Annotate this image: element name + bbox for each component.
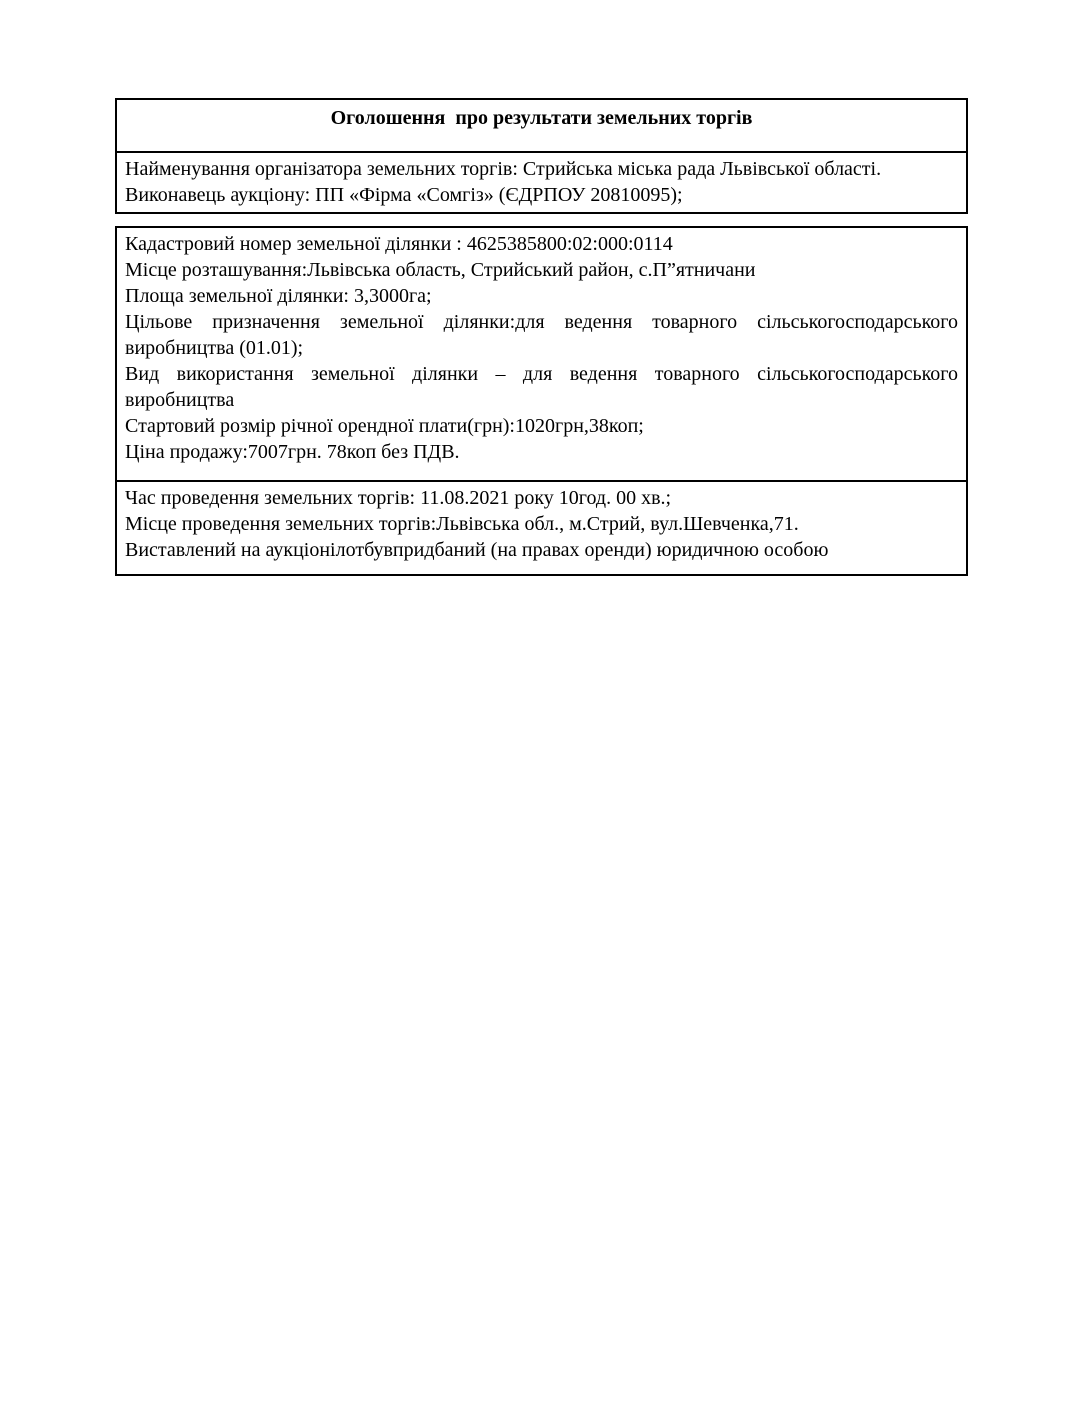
cadastral-number-line: Кадастровий номер земельної ділянки : 4625385800:02:000:0114 (125, 233, 673, 255)
starting-rent-line: Стартовий розмір річної орендної плати(грн):1020грн,38коп; (125, 415, 644, 437)
auction-info-block (117, 482, 966, 574)
announcement-title: Оголошення про результати земельних торгів (117, 100, 966, 153)
use-type-line: Вид використання земельної ділянки – для ведення товарного сільськогосподарського виробництва (125, 363, 958, 411)
parcel-details-block (117, 228, 966, 482)
location-line: Місце розташування:Львівська область, Стрийський район, с.П”ятничани (125, 259, 756, 281)
sale-price-line: Ціна продажу:7007грн. 78коп без ПДВ. (125, 441, 460, 463)
header-table (115, 98, 968, 214)
organizer-name-line: Найменування організатора земельних торгів: Стрийська міська рада Львівської області. (125, 158, 882, 180)
announcement-document (115, 98, 968, 576)
lot-acquired-line: Виставлений на аукціонілотбувпридбаний (на правах оренди) юридичною особою (125, 539, 829, 561)
auction-place-line: Місце проведення земельних торгів:Львівська обл., м.Стрий, вул.Шевченка,71. (125, 513, 799, 535)
auction-time-line: Час проведення земельних торгів: 11.08.2021 року 10год. 00 хв.; (125, 487, 672, 509)
auction-executor-line: Виконавець аукціону: ПП «Фірма «Сомгіз» (ЄДРПОУ 20810095); (125, 184, 683, 206)
body-table (115, 226, 968, 576)
designated-purpose-line: Цільове призначення земельної ділянки:для ведення товарного сільськогосподарського виробництва (01.01); (125, 311, 958, 359)
area-line: Площа земельної ділянки: 3,3000га; (125, 285, 432, 307)
organizer-block (117, 153, 966, 212)
